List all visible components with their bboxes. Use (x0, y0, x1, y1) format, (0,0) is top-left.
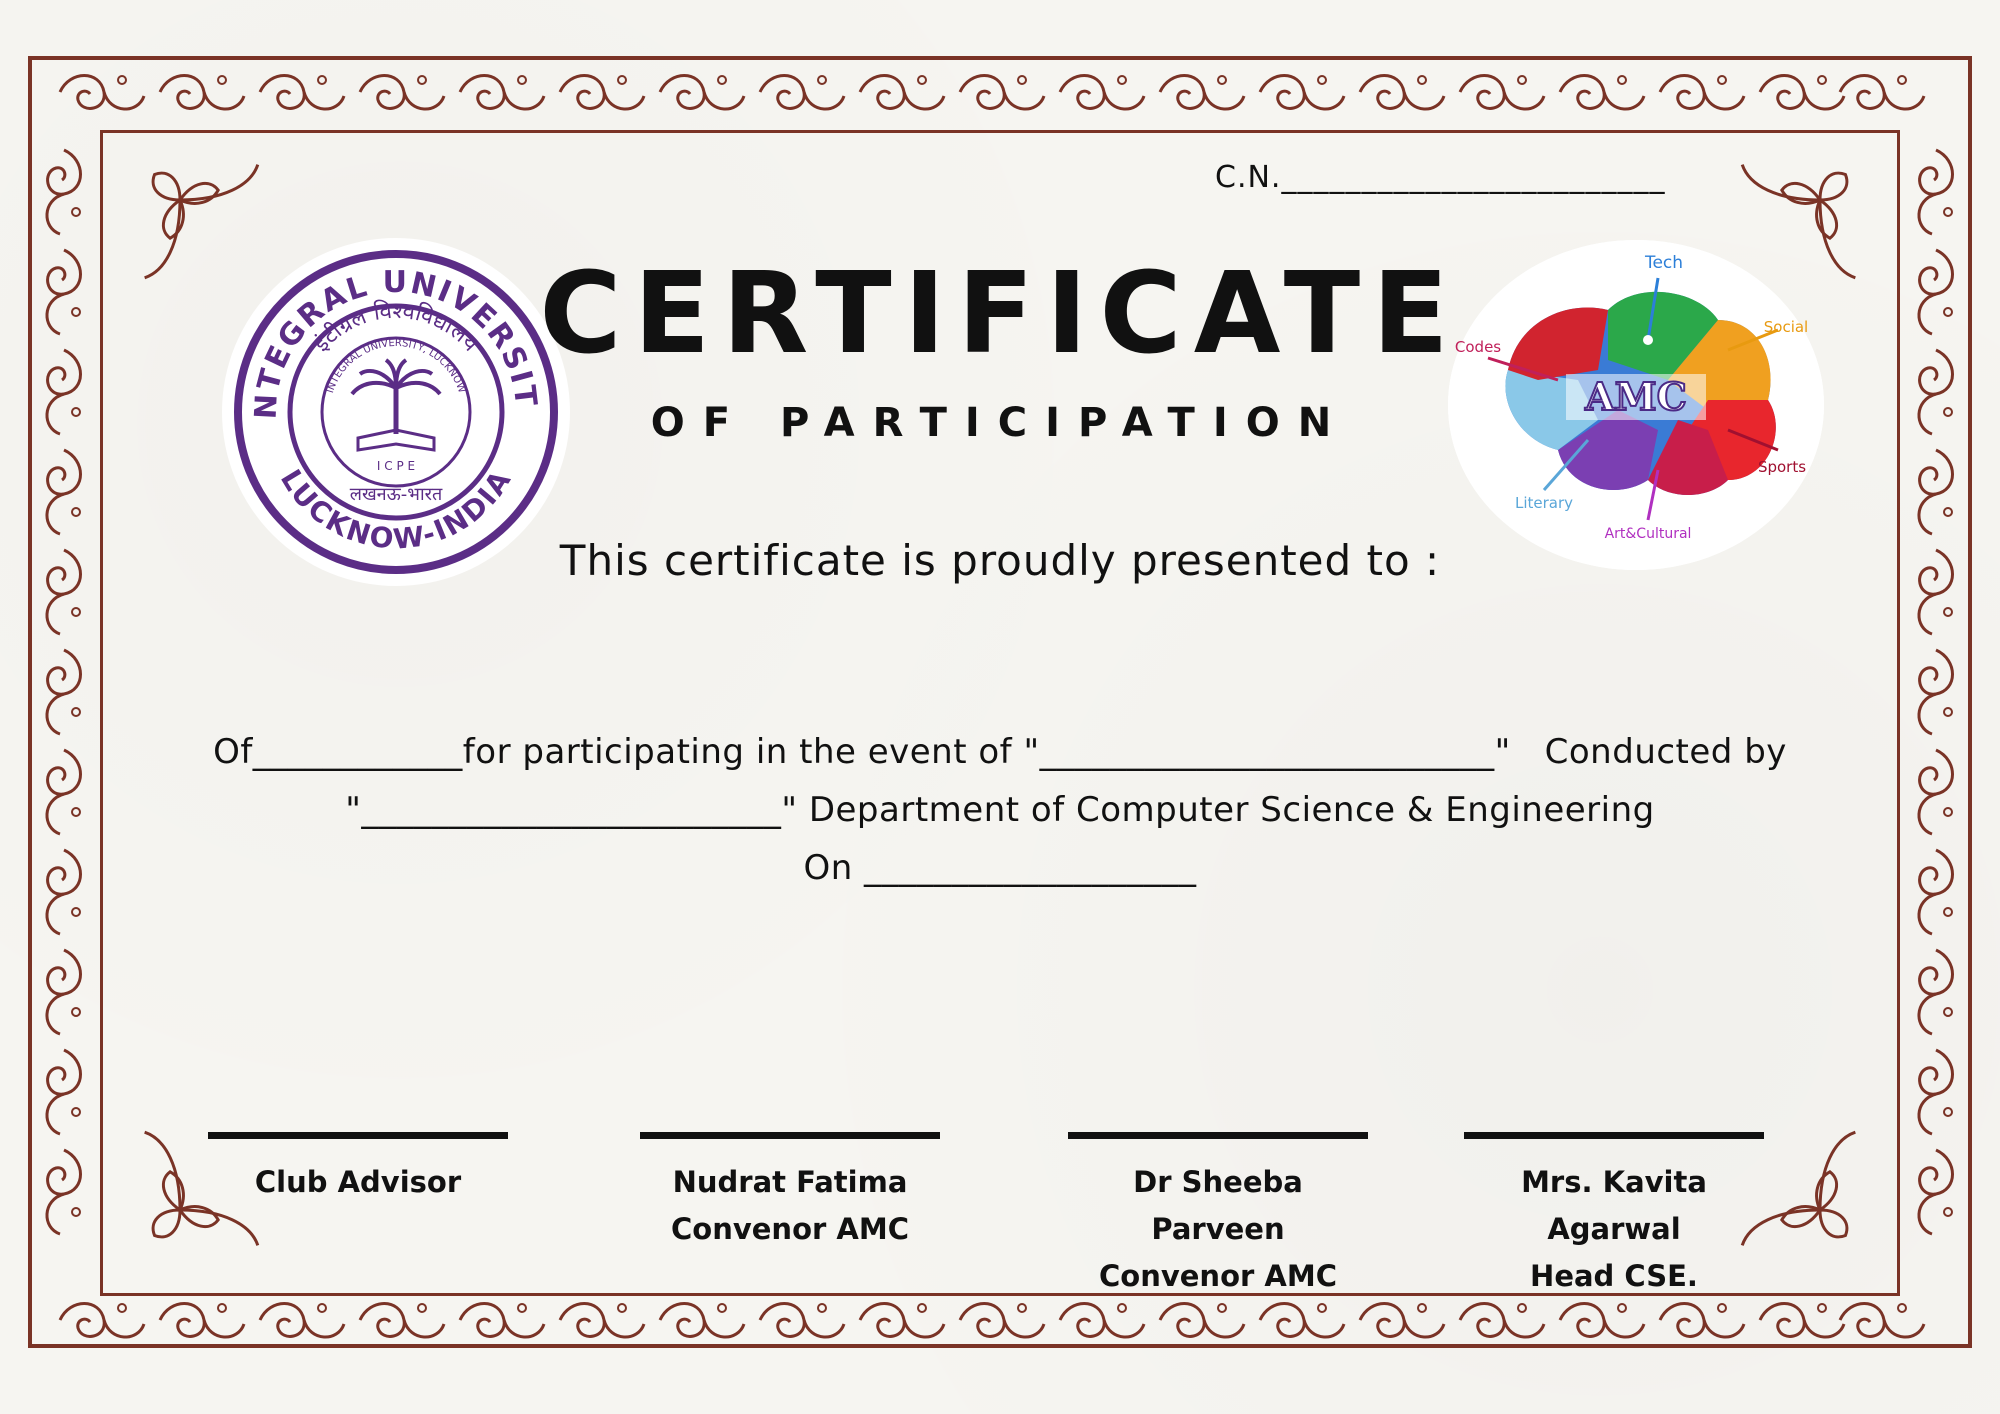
bottom-ornament-band (60, 1304, 1924, 1338)
svg-text:INTEGRAL UNIVERSITY (222, 238, 543, 420)
seal-hindi-text: इंटीग्रल विश्वविद्यालय (308, 298, 483, 357)
amc-art-label: Art&Cultural (1604, 526, 1692, 542)
amc-codes-label: Codes (1454, 338, 1502, 356)
amc-sports-label: Sports (1757, 458, 1807, 476)
signatory-role: Convenor AMC (1099, 1259, 1337, 1293)
amc-social-label: Social (1763, 318, 1809, 336)
presented-to-text: This certificate is proudly presented to : (559, 536, 1441, 585)
right-ornament-band (1919, 150, 1953, 1234)
participation-line: Of____________for participating in the event of "__________________________" Conducted by (213, 732, 1787, 772)
signatory-role: Convenor AMC (671, 1212, 909, 1246)
signature-block-sheeba-parveen (1068, 1132, 1368, 1300)
signature-line (1068, 1132, 1368, 1139)
signature-line (640, 1132, 940, 1139)
seal-hindi-bottom: लखनऊ-भारत (349, 484, 443, 505)
top-ornament-band (60, 76, 1924, 110)
amc-club-logo (1448, 240, 1824, 570)
signatory-name: Dr Sheeba Parveen (1133, 1165, 1303, 1246)
seal-bottom-text: LUCKNOW-INDIA (273, 463, 519, 556)
seal-emblem-letters: I C P E (376, 459, 416, 473)
palm-tree-icon (352, 360, 440, 450)
signature-line (208, 1132, 508, 1139)
certificate-title: CERTIFICATE (539, 249, 1461, 379)
signatory-name: Mrs. Kavita Agarwal (1521, 1165, 1707, 1246)
certificate-number: C.N.________________________ (1215, 160, 1666, 195)
left-ornament-band (47, 150, 81, 1234)
certificate-subtitle: OF PARTICIPATION (650, 400, 1350, 446)
signatory-name: Club Advisor (254, 1165, 462, 1199)
amc-literary-label: Literary (1514, 494, 1574, 512)
amc-brain-graphic (1448, 240, 1824, 570)
department-line: "________________________" Department of Computer Science & Engineering (345, 790, 1655, 830)
signature-block-club-advisor (208, 1132, 508, 1206)
integral-university-logo (222, 238, 570, 586)
signature-block-kavita-agarwal (1464, 1132, 1764, 1300)
seal-top-text: NTEGRAL UNIVERSIT (248, 264, 544, 420)
university-seal (222, 238, 570, 586)
amc-tech-label: Tech (1644, 253, 1684, 273)
seal-inner-text: INTEGRAL UNIVERSITY, LUCKNOW (324, 337, 468, 395)
signatory-name: Nudrat Fatima (672, 1165, 908, 1199)
date-line: On ___________________ (803, 848, 1197, 888)
amc-center-text: AMC (1585, 374, 1687, 419)
signature-line (1464, 1132, 1764, 1139)
signature-block-nudrat-fatima (640, 1132, 940, 1253)
signatory-role: Head CSE. (1530, 1259, 1698, 1293)
